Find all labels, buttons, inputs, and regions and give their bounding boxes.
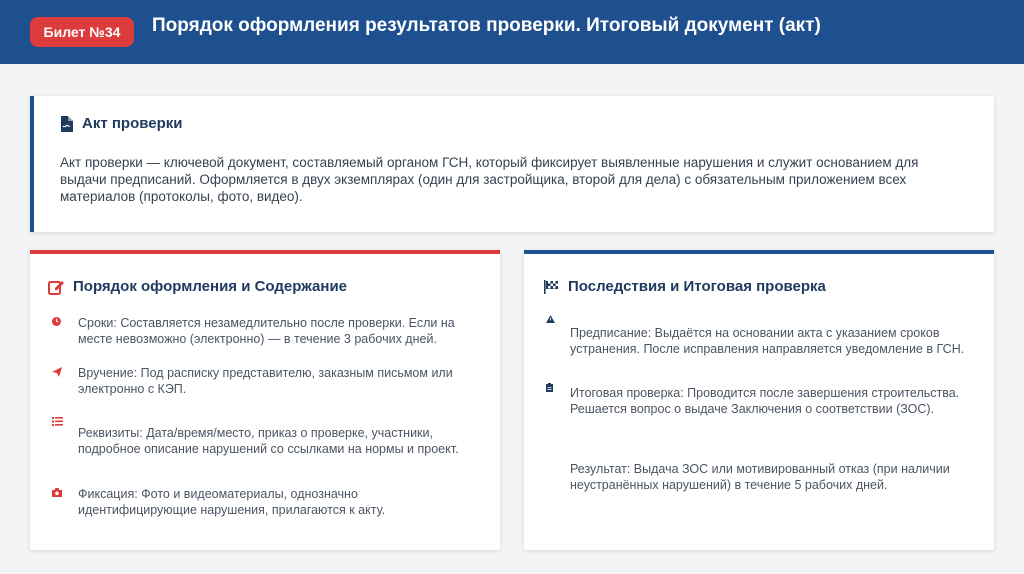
ticket-badge: Билет №34 [30,17,134,47]
header-bar [0,0,1024,64]
list-item-final-check [546,382,966,417]
list-item-text: Сроки: Составляется незамедлительно после проверки. Если на месте невозможно (электронно) — в течение 3 рабочих дней. [78,316,455,346]
order-card [30,250,500,550]
list-item-text: Предписание: Выдаётся на основании акта с указанием сроков устранения. После исправления направляется уведомление в ГСН. [570,326,965,356]
list-item-text: Результат: Выдача ЗОС или мотивированный отказ (при наличии неустранённых нарушений) в течение 5 рабочих дней. [570,462,950,492]
clock-icon [52,316,78,326]
camera-icon [52,487,78,497]
result-card-title-text: Последствия и Итоговая проверка [568,278,826,295]
act-card-title-text: Акт проверки [82,115,183,132]
list-item-text: Реквизиты: Дата/время/место, приказ о проверке, участники, подробное описание нарушений со ссылками на нормы и проект. [78,426,459,456]
act-card [30,96,994,232]
result-card [524,250,994,550]
clipboard-icon [546,382,570,392]
edit-icon [48,279,64,295]
paper-plane-icon [52,366,78,377]
list-item-prescription [546,314,966,357]
file-contract-icon [60,116,73,132]
list-item-requisites [52,416,472,457]
list-item-text: Фиксация: Фото и видеоматериалы, однозначно идентифицирующие нарушения, прилагаются к акту. [78,487,386,517]
page-title: Порядок оформления результатов проверки. Итоговый документ (акт) [152,15,821,36]
order-card-title [48,278,347,295]
list-icon [52,416,78,426]
act-card-title [60,115,183,132]
result-card-title [544,278,826,295]
act-card-text: Акт проверки — ключевой документ, составляемый органом ГСН, который фиксирует выявленные нарушения и служит основанием для выдачи предписаний. Оформляется в двух экземплярах (один для застройщика, второй для дела) с обязательным приложением всех материалов (протоколы, фото, видео). [60,155,919,204]
list-item-text: Вручение: Под расписку представителю, заказным письмом или электронно с КЭП. [78,366,453,396]
list-item-text: Итоговая проверка: Проводится после завершения строительства. Решается вопрос о выдаче Заключения о соответствии (ЗОС). [570,386,960,416]
order-card-title-text: Порядок оформления и Содержание [73,278,348,295]
flag-checkered-icon [544,280,559,294]
list-item-delivery [52,366,472,397]
list-item-deadline [52,316,472,347]
list-item-fixation [52,487,472,518]
warning-icon [546,314,570,323]
list-item-result [546,458,966,493]
